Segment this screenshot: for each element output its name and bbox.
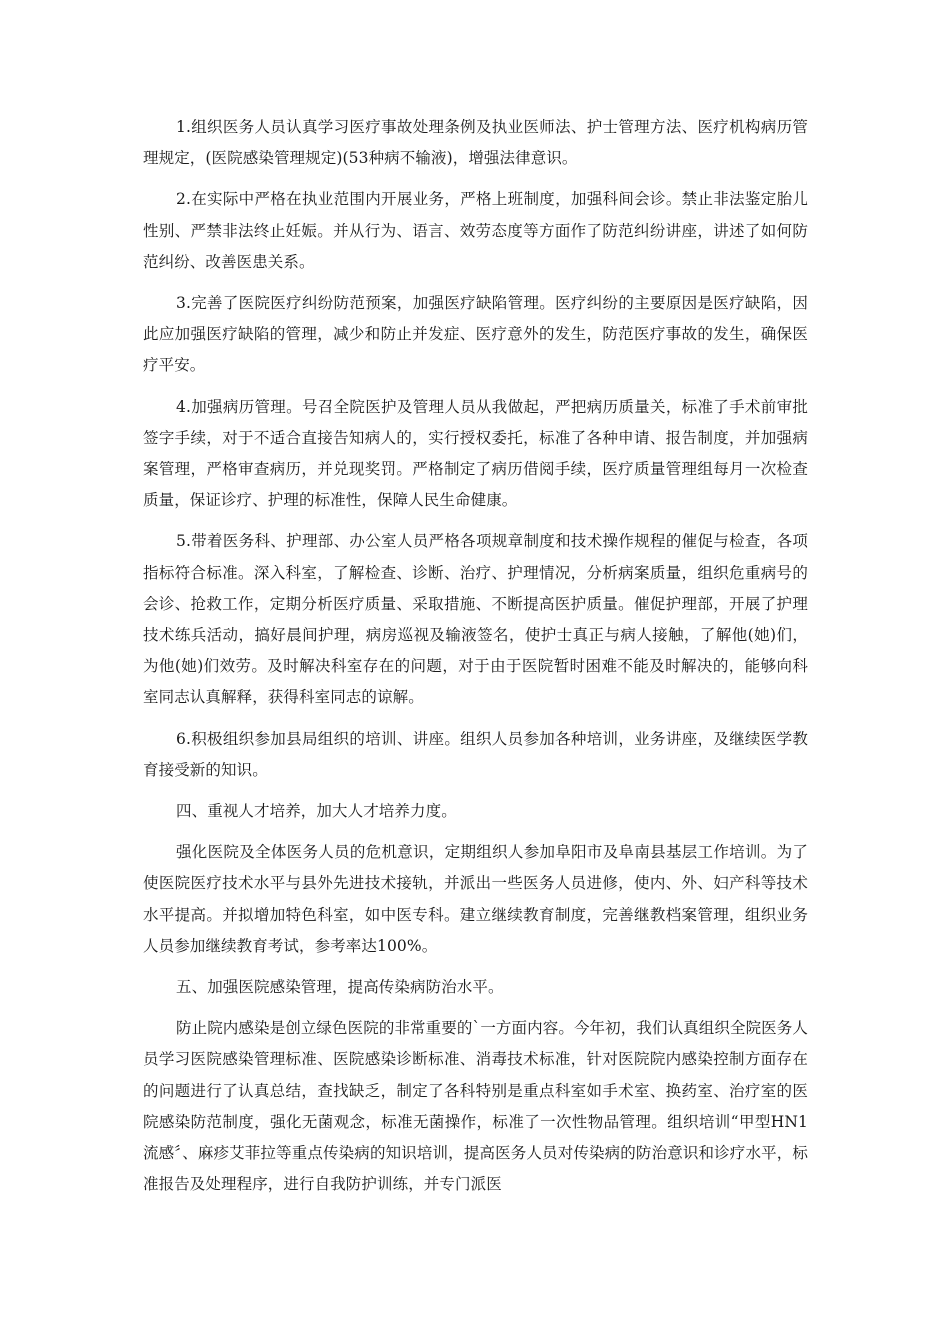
section-heading-talent: 四、重视人才培养，加大人才培养力度。 [176, 802, 457, 821]
paragraph-item-3: 3.完善了医院医疗纠纷防范预案，加强医疗缺陷管理。医疗纠纷的主要原因是医疗缺陷，因此应加强医疗缺陷的管理，减少和防止并发症、医疗意外的发生，防范医疗事故的发生，确保医疗平安。 [143, 294, 808, 375]
paragraph-infection-control: 防止院内感染是创立绿色医院的非常重要的`一方面内容。今年初，我们认真组织全院医务人员学习医院感染管理标准、医院感染诊断标准、消毒技术标准，针对医院院内感染控制方面存在的问题进行了认真总结，查找缺乏，制定了各科特别是重点科室如手术室、换药室、治疗室的医院感染防范制度，强化无菌观念，标准无菌操作，标准了一次性物品管理。组织培训“甲型HN1流感〞、麻疹艾菲拉等重点传染病的知识培训，提高医务人员对传染病的防治意识和诊疗水平，标准报告及处理程序，进行自我防护训练，并专门派医 [143, 1019, 808, 1194]
paragraph-item-1: 1.组织医务人员认真学习医疗事故处理条例及执业医师法、护士管理方法、医疗机构病历管理规定，(医院感染管理规定)(53种病不输液)，增强法律意识。 [143, 118, 808, 168]
paragraph-talent-training: 强化医院及全体医务人员的危机意识，定期组织人参加阜阳市及阜南县基层工作培训。为了使医院医疗技术水平与县外先进技术接轨，并派出一些医务人员进修，使内、外、妇产科等技术水平提高。并拟增加特色科室，如中医专科。建立继续教育制度，完善继教档案管理，组织业务人员参加继续教育考试，参考率达100%。 [143, 843, 808, 955]
document-body [143, 112, 808, 1211]
paragraph-item-2: 2.在实际中严格在执业范围内开展业务，严格上班制度，加强科间会诊。禁止非法鉴定胎儿性别、严禁非法终止妊娠。并从行为、语言、效劳态度等方面作了防范纠纷讲座，讲述了如何防范纠纷、改善医患关系。 [143, 190, 808, 271]
paragraph-item-6: 6.积极组织参加县局组织的培训、讲座。组织人员参加各种培训，业务讲座，及继续医学教育接受新的知识。 [143, 729, 808, 779]
section-heading-infection: 五、加强医院感染管理，提高传染病防治水平。 [176, 978, 504, 997]
paragraph-item-4: 4.加强病历管理。号召全院医护及管理人员从我做起，严把病历质量关，标准了手术前审批签字手续，对于不适合直接告知病人的，实行授权委托，标准了各种申请、报告制度，并加强病案管理，严格审查病历，并兑现奖罚。严格制定了病历借阅手续，医疗质量管理组每月一次检查质量，保证诊疗、护理的标准性，保障人民生命健康。 [143, 397, 808, 510]
paragraph-item-5: 5.带着医务科、护理部、办公室人员严格各项规章制度和技术操作规程的催促与检查，各项指标符合标准。深入科室，了解检查、诊断、治疗、护理情况，分析病案质量，组织危重病号的会诊、抢救工作，定期分析医疗质量、采取措施、不断提高医护质量。催促护理部，开展了护理技术练兵活动，搞好晨间护理，病房巡视及输液签名，使护士真正与病人接触，了解他(她)们，为他(她)们效劳。及时解决科室存在的问题，对于由于医院暂时困难不能及时解决的，能够向科室同志认真解释，获得科室同志的谅解。 [143, 532, 808, 707]
